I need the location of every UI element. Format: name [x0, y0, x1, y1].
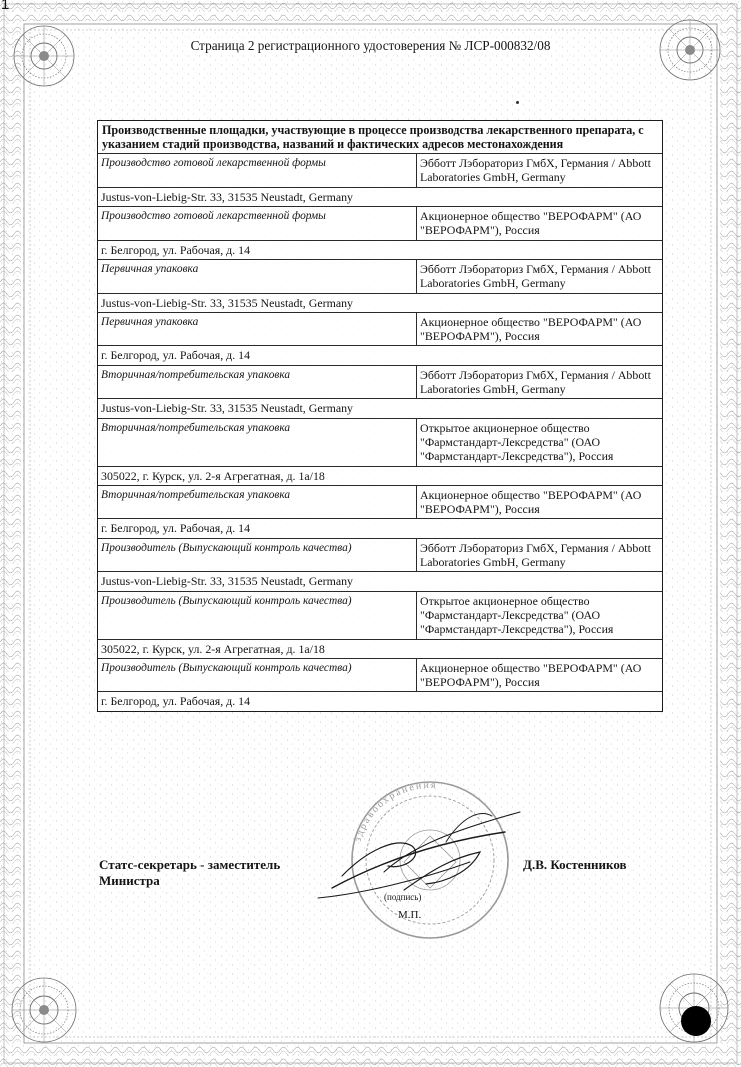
table-row [98, 207, 662, 241]
table-row [98, 419, 662, 467]
address-row: г. Белгород, ул. Рабочая, д. 14 [101, 694, 251, 709]
stage-cell: Первичная упаковка [98, 313, 417, 346]
address-row: Justus-von-Liebig-Str. 33, 31535 Neustadt, Germany [98, 572, 662, 591]
manufacturer-cell: Эбботт Лэбораториз ГмбХ, Германия / Abbott Laboratories GmbH, Germany [420, 156, 651, 185]
table-row [98, 659, 662, 693]
address-row: Justus-von-Liebig-Str. 33, 31535 Neustadt, Germany [98, 188, 662, 207]
stamp-place-label: М.П. [398, 909, 422, 921]
manufacturer-cell: Акционерное общество "ВЕРОФАРМ" (АО "ВЕРОФАРМ"), Россия [420, 209, 642, 238]
table-row [98, 154, 662, 188]
stage-cell: Вторичная/потребительская упаковка [98, 366, 417, 399]
stage-cell: Производитель (Выпускающий контроль качества) [98, 539, 417, 572]
address-row: Justus-von-Liebig-Str. 33, 31535 Neustadt, Germany [98, 399, 662, 418]
table-row [98, 539, 662, 573]
production-sites-table [97, 120, 663, 712]
manufacturer-cell: Открытое акционерное общество "Фармстандарт-Лексредства" (ОАО "Фармстандарт-Лексредства"), Россия [420, 593, 614, 637]
address-row: 305022, г. Курск, ул. 2-я Агрегатная, д. 1а/18 [98, 640, 662, 659]
signatory-position [99, 857, 280, 888]
table-row [98, 592, 662, 640]
handwritten-page-number: 1 [1, 0, 10, 13]
manufacturer-cell: Эбботт Лэбораториз ГмбХ, Германия / Abbott Laboratories GmbH, Germany [420, 261, 651, 291]
manufacturer-cell: Эбботт Лэбораториз ГмбХ, Германия / Abbott Laboratories GmbH, Germany [420, 367, 651, 397]
table-row [98, 313, 662, 347]
stage-cell: Вторичная/потребительская упаковка [98, 419, 417, 466]
manufacturer-cell: Акционерное общество "ВЕРОФАРМ" (АО "ВЕРОФАРМ"), Россия [420, 660, 642, 690]
page-header-text: Страница 2 регистрационного удостоверения № ЛСР-000832/08 [187, 38, 555, 53]
page-header [0, 38, 741, 54]
manufacturer-cell: Эбботт Лэбораториз ГмбХ, Германия / Abbott Laboratories GmbH, Germany [420, 540, 651, 570]
signatory-name: Д.В. Костенников [523, 857, 627, 872]
stage-cell: Производство готовой лекарственной формы [98, 207, 417, 240]
svg-text:здравоохранения: здравоохранения [352, 779, 438, 844]
ink-dot [516, 101, 519, 104]
address-row: Justus-von-Liebig-Str. 33, 31535 Neustadt, Germany [98, 294, 662, 313]
rosette-top-left-icon [14, 26, 74, 86]
signatory-position-line2: Министра [99, 872, 160, 888]
manufacturer-cell: Акционерное общество "ВЕРОФАРМ" (АО "ВЕРОФАРМ"), Россия [420, 487, 642, 517]
stage-cell: Вторичная/потребительская упаковка [98, 486, 417, 519]
table-row [98, 366, 662, 400]
address-row: г. Белгород, ул. Рабочая, д. 14 [98, 241, 662, 260]
address-row: 305022, г. Курск, ул. 2-я Агрегатная, д. 1а/18 [98, 467, 662, 486]
stage-cell: Первичная упаковка [98, 260, 417, 293]
address-row: г. Белгород, ул. Рабочая, д. 14 [98, 346, 662, 365]
signature-label: (подпись) [384, 892, 422, 902]
address-row: г. Белгород, ул. Рабочая, д. 14 [98, 519, 662, 538]
table-row [98, 486, 662, 520]
stage-cell: Производитель (Выпускающий контроль качества) [98, 659, 417, 692]
table-row [98, 260, 662, 294]
rosette-bottom-left-icon [12, 978, 76, 1042]
stage-cell: Производитель (Выпускающий контроль качества) [98, 592, 417, 639]
table-intro: Производственные площадки, участвующие в процессе производства лекарственного препарата, с указанием стадий производства, названий и фактических адресов местонахождения [98, 121, 662, 154]
signatory-position-line1: Статс-секретарь - заместитель [99, 857, 281, 872]
manufacturer-cell: Открытое акционерное общество "Фармстандарт-Лексредства" (ОАО "Фармстандарт-Лексредства"), Россия [420, 420, 614, 464]
stage-cell: Производство готовой лекарственной формы [98, 154, 417, 187]
manufacturer-cell: Акционерное общество "ВЕРОФАРМ" (АО "ВЕРОФАРМ"), Россия [420, 314, 642, 344]
punch-hole [681, 1006, 711, 1036]
